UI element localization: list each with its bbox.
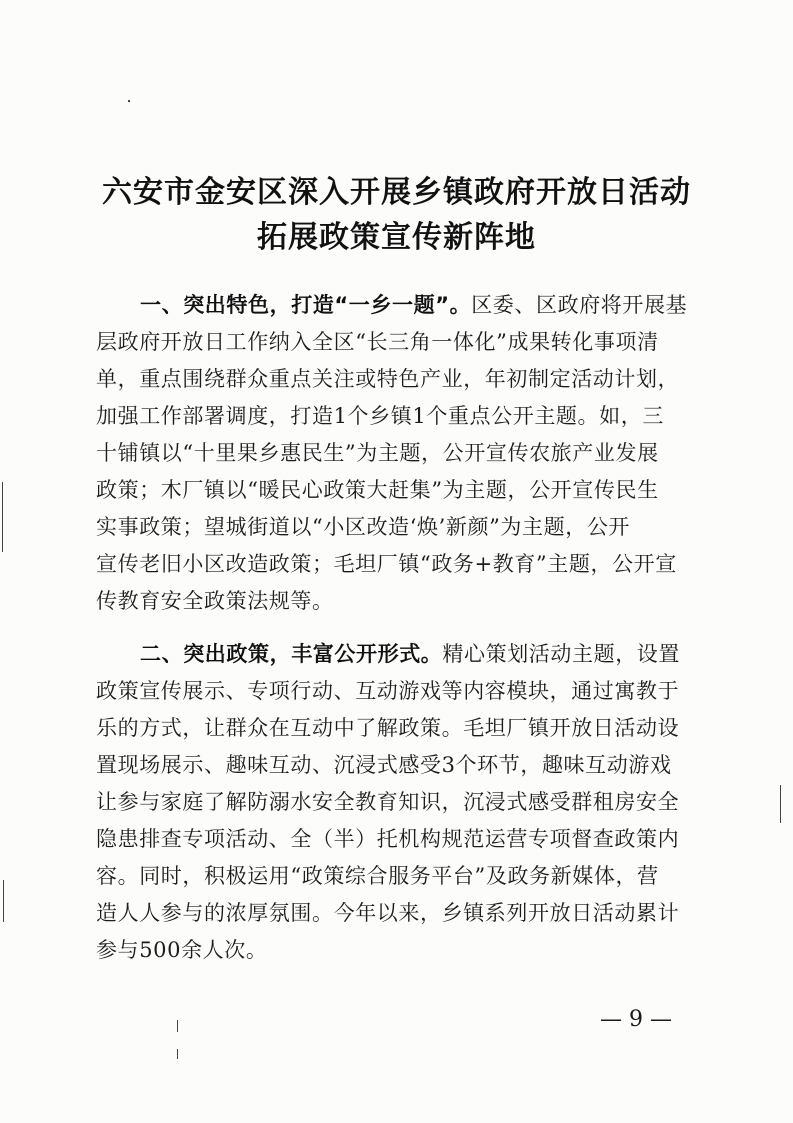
scan-artifact: [177, 1049, 178, 1059]
section2-heading: 二、突出政策，丰富公开形式。: [140, 642, 443, 666]
paragraph-line: 容。同时，积极运用“政策综合服务平台”及政务新媒体，营: [96, 864, 659, 888]
paragraph-line: 参与500余人次。: [96, 938, 268, 962]
paragraph-line: 政策；木厂镇以“暖民心政策大赶集”为主题，公开宣传民生: [96, 478, 659, 502]
paragraph-line: 隐患排查专项活动、全（半）托机构规范运营专项督查政策内: [96, 827, 680, 851]
section1-heading: 一、突出特色，打造“一乡一题”。: [140, 293, 472, 317]
paragraph-line: 实事政策；望城街道以“小区改造‘焕’新颜”为主题，公开: [96, 515, 631, 539]
paragraph-line: 传教育安全政策法规等。: [96, 589, 334, 613]
scan-artifact: [177, 1020, 178, 1032]
document-title-line1: 六安市金安区深入开展乡镇政府开放日活动: [102, 175, 691, 210]
paragraph-line: 单，重点围绕群众重点关注或特色产业，年初制定活动计划，: [96, 367, 680, 391]
document-title-line2: 拓展政策宣传新阵地: [257, 220, 536, 255]
paragraph-text: 精心策划活动主题，设置: [442, 642, 681, 666]
paragraph-text: 区委、区政府将开展基: [471, 293, 688, 317]
paragraph-line: 置现场展示、趣味互动、沉浸式感受3个环节，趣味互动游戏: [96, 753, 672, 777]
paragraph-line: 十铺镇以“十里果乡惠民生”为主题，公开宣传农旅产业发展: [96, 441, 659, 465]
scan-artifact: [780, 785, 781, 823]
paragraph-line: 政策宣传展示、专项行动、互动游戏等内容模块，通过寓教于: [96, 679, 680, 703]
scan-artifact: [3, 880, 4, 922]
paragraph-line: 宣传老旧小区改造政策；毛坦厂镇“政务+教育”主题，公开宣: [96, 552, 677, 576]
paragraph-line: 层政府开放日工作纳入全区“长三角一体化”成果转化事项清: [96, 330, 659, 354]
scan-artifact: [2, 482, 3, 552]
paragraph-line: 乐的方式，让群众在互动中了解政策。毛坦厂镇开放日活动设: [96, 716, 680, 740]
page-number: — 9 —: [600, 1007, 672, 1032]
paragraph-line: 造人人参与的浓厚氛围。今年以来，乡镇系列开放日活动累计: [96, 901, 680, 925]
scan-artifact: [128, 100, 130, 102]
paragraph-line: [140, 290, 696, 320]
paragraph-line: 加强工作部署调度，打造1个乡镇1个重点公开主题。如，三: [96, 404, 664, 428]
paragraph-line: 让参与家庭了解防溺水安全教育知识，沉浸式感受群租房安全: [96, 790, 680, 814]
paragraph-line: [140, 639, 696, 669]
